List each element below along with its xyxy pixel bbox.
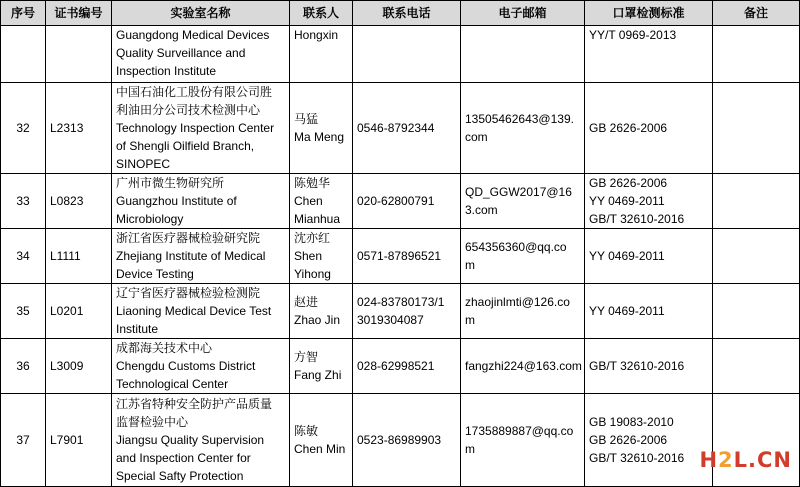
cell-email: QD_GGW2017@16 3.com xyxy=(461,174,585,229)
site-watermark-logo: H2L.CN xyxy=(699,448,792,472)
cell-contact: 马猛 Ma Meng xyxy=(290,83,353,174)
cell-lab: 辽宁省医疗器械检验检测院 Liaoning Medical Device Test Institute xyxy=(112,284,290,339)
cell-contact: 沈亦红 Shen Yihong xyxy=(290,229,353,284)
table-row xyxy=(1,229,800,284)
cell-email: zhaojinlmti@126.co m xyxy=(461,284,585,339)
cell-lab: 中国石油化工股份有限公司胜 利油田分公司技术检测中心 Technology Inspection Center of Shengli Oilfield Branch, SINOPEC xyxy=(112,83,290,174)
cell-standard: GB 2626-2006 YY 0469-2011 GB/T 32610-2016 xyxy=(585,174,713,229)
cell-email: fangzhi224@163.com xyxy=(461,339,585,394)
table-row xyxy=(1,284,800,339)
cell-cert: L7901 xyxy=(46,394,112,487)
cell-standard: GB/T 32610-2016 xyxy=(585,339,713,394)
cell-lab: 广州市微生物研究所 Guangzhou Institute of Microbiology xyxy=(112,174,290,229)
cell-lab: 成都海关技术中心 Chengdu Customs District Technological Center xyxy=(112,339,290,394)
col-header-lab: 实验室名称 xyxy=(112,1,290,26)
cell-contact: 陈勉华 Chen Mianhua xyxy=(290,174,353,229)
cell-no xyxy=(1,26,46,83)
cell-phone: 028-62998521 xyxy=(353,339,461,394)
cell-note xyxy=(713,229,800,284)
cell-standard: GB 19083-2010 GB 2626-2006 GB/T 32610-2016 xyxy=(585,394,713,487)
col-header-contact: 联系人 xyxy=(290,1,353,26)
cell-note xyxy=(713,83,800,174)
cell-phone: 024-83780173/1 3019304087 xyxy=(353,284,461,339)
cell-email: 654356360@qq.co m xyxy=(461,229,585,284)
cell-cert: L2313 xyxy=(46,83,112,174)
cell-note xyxy=(713,26,800,83)
cell-email xyxy=(461,26,585,83)
header-row xyxy=(1,1,800,26)
cell-cert: L3009 xyxy=(46,339,112,394)
col-header-cert: 证书编号 xyxy=(46,1,112,26)
col-header-note: 备注 xyxy=(713,1,800,26)
cell-phone: 0523-86989903 xyxy=(353,394,461,487)
cell-phone: 020-62800791 xyxy=(353,174,461,229)
col-header-standard: 口罩检测标准 xyxy=(585,1,713,26)
cell-note xyxy=(713,174,800,229)
col-header-phone: 联系电话 xyxy=(353,1,461,26)
cell-lab: 江苏省特种安全防护产品质量 监督检验中心 Jiangsu Quality Supervision and Inspection Center for Special Safty Protection xyxy=(112,394,290,487)
cell-cert: L0823 xyxy=(46,174,112,229)
cell-cert xyxy=(46,26,112,83)
cell-phone: 0546-8792344 xyxy=(353,83,461,174)
cell-standard: GB 2626-2006 xyxy=(585,83,713,174)
cell-no: 32 xyxy=(1,83,46,174)
cell-no: 36 xyxy=(1,339,46,394)
cell-no: 37 xyxy=(1,394,46,487)
cell-contact: 陈敏 Chen Min xyxy=(290,394,353,487)
cell-email: 1735889887@qq.co m xyxy=(461,394,585,487)
cell-standard: YY 0469-2011 xyxy=(585,229,713,284)
cell-no: 35 xyxy=(1,284,46,339)
cell-email: 13505462643@139. com xyxy=(461,83,585,174)
cell-phone: 0571-87896521 xyxy=(353,229,461,284)
cell-no: 34 xyxy=(1,229,46,284)
cell-note xyxy=(713,394,800,487)
cell-standard: YY 0469-2011 xyxy=(585,284,713,339)
cell-standard: YY/T 0969-2013 xyxy=(585,26,713,83)
cell-note xyxy=(713,284,800,339)
cell-lab: 浙江省医疗器械检验研究院 Zhejiang Institute of Medical Device Testing xyxy=(112,229,290,284)
cell-no: 33 xyxy=(1,174,46,229)
table-row xyxy=(1,83,800,174)
cell-contact: Hongxin xyxy=(290,26,353,83)
cell-contact: 赵进 Zhao Jin xyxy=(290,284,353,339)
table-row xyxy=(1,26,800,83)
cell-lab: Guangdong Medical Devices Quality Surveillance and Inspection Institute xyxy=(112,26,290,83)
cell-contact: 方智 Fang Zhi xyxy=(290,339,353,394)
cell-phone xyxy=(353,26,461,83)
cell-note xyxy=(713,339,800,394)
cell-cert: L0201 xyxy=(46,284,112,339)
cell-cert: L1111 xyxy=(46,229,112,284)
table-row xyxy=(1,394,800,487)
table-row xyxy=(1,339,800,394)
table-row xyxy=(1,174,800,229)
col-header-no: 序号 xyxy=(1,1,46,26)
col-header-email: 电子邮箱 xyxy=(461,1,585,26)
